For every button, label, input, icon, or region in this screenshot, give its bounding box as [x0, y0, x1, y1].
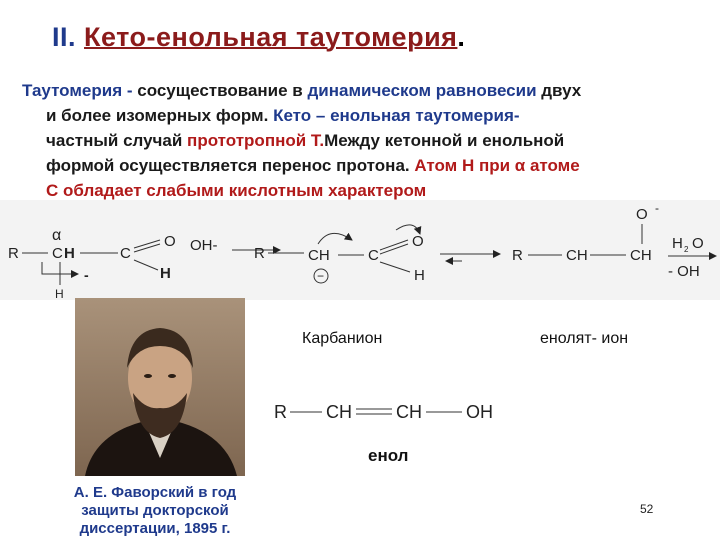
hydrogen-low: H	[55, 287, 64, 300]
enol-oh: OH	[466, 402, 493, 422]
text-fragment: формой осуществляется перенос протона.	[46, 156, 415, 175]
enol-r: R	[274, 402, 287, 422]
paragraph-line-3	[22, 128, 702, 153]
enol-label: енол	[368, 446, 409, 465]
r-group-3: R	[512, 247, 523, 264]
paragraph-line-5: С обладает слабыми кислотным характером	[46, 181, 427, 200]
aldehyde-hydrogen: H	[160, 265, 171, 282]
term-alpha-h: Атом Н при α атоме	[414, 156, 580, 175]
r-group-1: R	[8, 245, 19, 262]
enol-diagram	[270, 390, 520, 430]
portrait-illustration	[75, 298, 245, 476]
term-dynamic-equilibrium: динамическом равновесии	[307, 81, 537, 100]
oxygen-minus: -	[655, 201, 659, 215]
text-fragment: и более изомерных форм.	[46, 106, 274, 125]
hydrogen-2: H	[414, 267, 425, 284]
page-number: 52	[640, 502, 654, 516]
carbonyl-carbon: C	[120, 245, 131, 262]
text-fragment: частный случай	[46, 131, 188, 150]
water-o: O	[692, 235, 704, 252]
title-number: II.	[52, 22, 77, 52]
title-period: .	[457, 22, 466, 52]
enol-ch-2: CH	[396, 402, 422, 422]
paragraph-line-1	[22, 78, 702, 103]
caption-line-3: диссертации, 1895 г.	[79, 520, 231, 537]
paragraph-line-4	[22, 153, 702, 178]
oxygen-3: O	[636, 206, 648, 223]
oxygen-1: O	[164, 233, 176, 250]
enolate-label: енолят- ион	[540, 330, 629, 347]
carbanion-ch: CH	[308, 247, 330, 264]
alpha-carbon: C	[52, 245, 63, 262]
enol-structure	[270, 390, 520, 430]
reaction-mechanism	[0, 200, 720, 300]
bond	[380, 262, 410, 272]
text-fragment: двух	[536, 81, 582, 100]
alpha-symbol: α	[52, 227, 62, 244]
negative-charge: −	[317, 269, 325, 283]
oxygen-2: O	[412, 233, 424, 250]
text-fragment: сосуществование в	[137, 81, 308, 100]
text-fragment: Между кетонной и енольной	[324, 131, 565, 150]
slide-title	[52, 22, 465, 53]
hydroxide: OH-	[190, 237, 218, 254]
paragraph-line-2	[22, 103, 702, 128]
water-sub: 2	[684, 245, 689, 254]
term-prototropic: прототропной Т.	[187, 131, 325, 150]
bond	[134, 260, 158, 270]
caption-line-1: А. Е. Фаворский в год	[73, 484, 237, 501]
title-text: Кето-енольная таутомерия	[84, 22, 458, 52]
r-group-2: R	[254, 245, 265, 262]
double-bond	[134, 244, 160, 252]
electron-arrow-2	[318, 233, 352, 244]
mechanism-diagram	[0, 200, 720, 300]
term-tautomeria: Таутомерия -	[22, 81, 138, 100]
enolate-ch-1: CH	[566, 247, 588, 264]
caption-line-2: защиты докторской	[81, 502, 229, 519]
enolate-ch-2: CH	[630, 247, 652, 264]
carbanion-label: Карбанион	[302, 330, 383, 347]
definition-paragraph	[22, 78, 702, 203]
water-h: H	[672, 235, 683, 252]
term-keto-enol: Кето – енольная таутомерия-	[273, 106, 520, 125]
carbon-2: C	[368, 247, 379, 264]
hydroxide-2: - OH	[668, 263, 700, 280]
double-bond	[134, 240, 160, 248]
alpha-hydrogen: H	[64, 245, 75, 262]
minus-sign: -	[84, 267, 89, 283]
portrait-photo	[75, 298, 245, 476]
enol-ch-1: CH	[326, 402, 352, 422]
photo-caption	[40, 484, 270, 538]
